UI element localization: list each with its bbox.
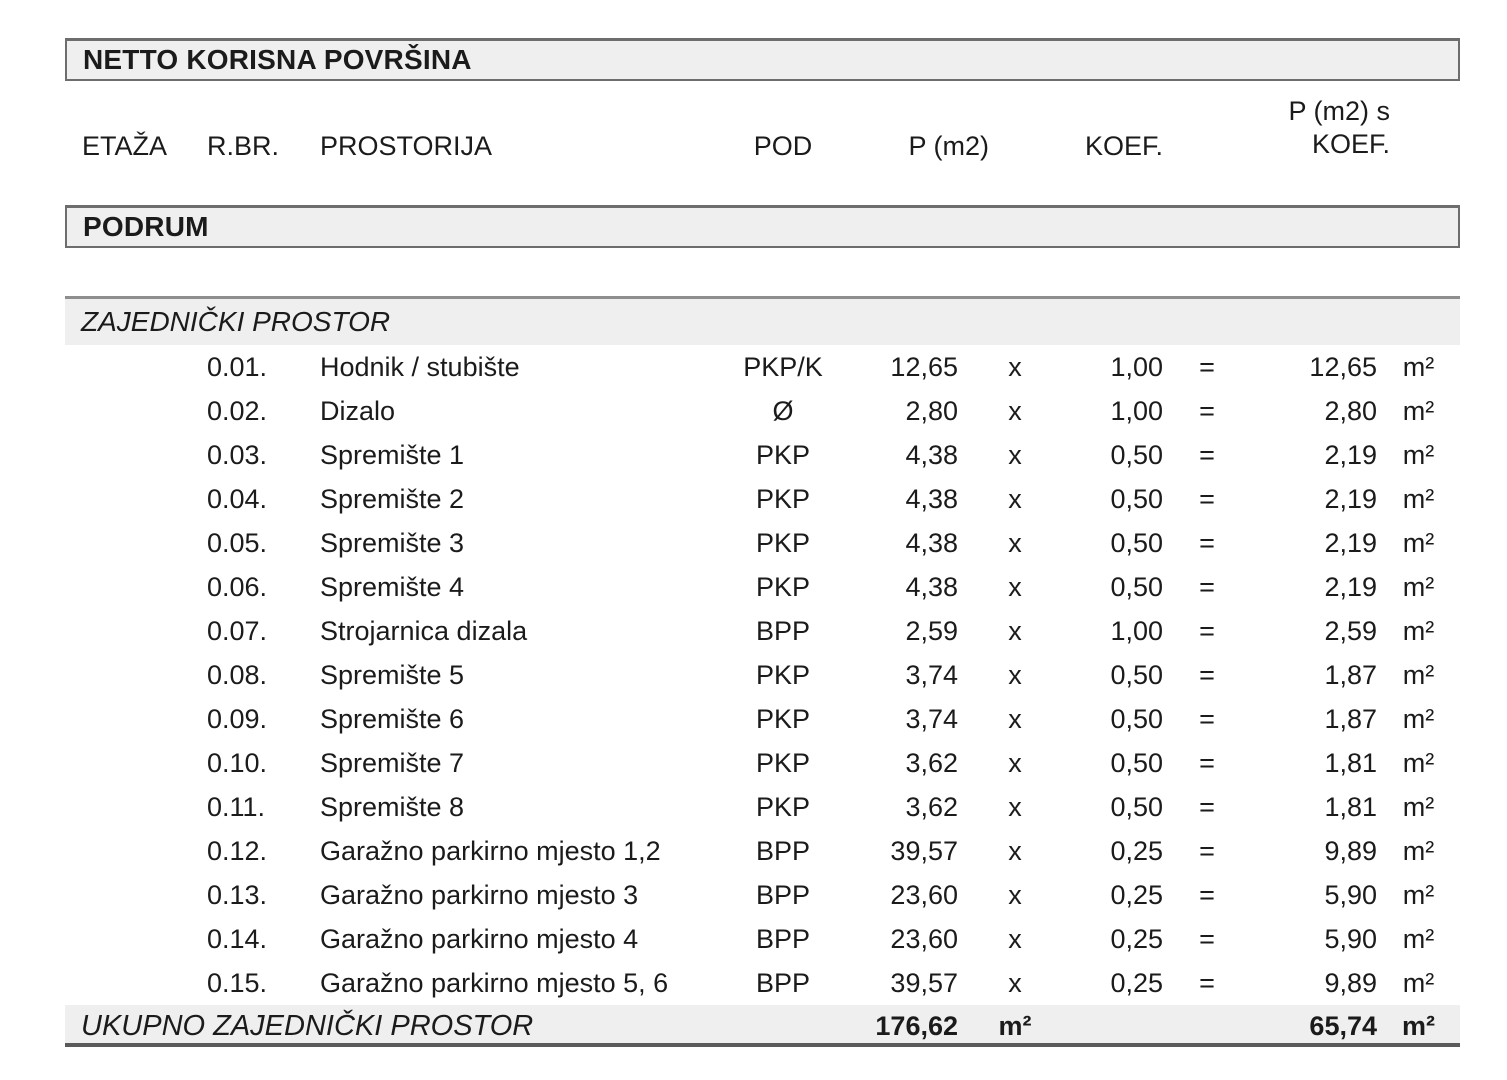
cell-etaza xyxy=(65,521,207,565)
cell-area: 4,38 xyxy=(905,484,958,514)
cell-area-with-coefficient: 1,81 xyxy=(1324,748,1377,778)
cell-coefficient: 0,25 xyxy=(1110,880,1163,910)
cell-coefficient: 1,00 xyxy=(1110,396,1163,426)
total-label: UKUPNO ZAJEDNIČKI PROSTOR xyxy=(81,1010,534,1042)
equals-sign: = xyxy=(1199,660,1215,690)
equals-sign: = xyxy=(1199,396,1215,426)
table-row xyxy=(65,433,1460,477)
column-header-row xyxy=(65,131,1460,161)
multiply-sign: x xyxy=(1008,440,1022,470)
column-header-koef: KOEF. xyxy=(1084,131,1163,161)
cell-unit: m² xyxy=(1402,792,1435,822)
equals-sign: = xyxy=(1199,836,1215,866)
cell-unit: m² xyxy=(1402,616,1435,646)
cell-etaza xyxy=(65,697,207,741)
cell-area-with-coefficient: 2,59 xyxy=(1324,616,1377,646)
table-row xyxy=(65,917,1460,961)
cell-row-number: 0.13. xyxy=(207,880,268,910)
cell-coefficient: 0,25 xyxy=(1110,968,1163,998)
cell-row-number: 0.04. xyxy=(207,484,268,514)
cell-unit: m² xyxy=(1402,704,1435,734)
cell-area: 39,57 xyxy=(890,836,958,866)
cell-unit: m² xyxy=(1402,880,1435,910)
table-row xyxy=(65,521,1460,565)
column-header-etaza: ETAŽA xyxy=(82,131,168,161)
equals-sign: = xyxy=(1199,748,1215,778)
table-row xyxy=(65,565,1460,609)
cell-etaza xyxy=(65,477,207,521)
cell-area-with-coefficient: 1,87 xyxy=(1324,704,1377,734)
cell-area-with-coefficient: 5,90 xyxy=(1324,880,1377,910)
cell-row-number: 0.14. xyxy=(207,924,268,954)
equals-sign: = xyxy=(1199,792,1215,822)
cell-row-number: 0.11. xyxy=(207,792,266,822)
cell-unit: m² xyxy=(1402,924,1435,954)
column-header-p-with-koef-line2: KOEF. xyxy=(1311,129,1390,159)
multiply-sign: x xyxy=(1008,968,1022,998)
cell-coefficient: 0,50 xyxy=(1110,660,1163,690)
cell-row-number: 0.07. xyxy=(207,616,268,646)
equals-sign: = xyxy=(1199,616,1215,646)
cell-room-name: Hodnik / stubište xyxy=(320,352,520,382)
equals-sign: = xyxy=(1199,880,1215,910)
cell-area-with-coefficient: 2,19 xyxy=(1324,572,1377,602)
cell-etaza xyxy=(65,389,207,433)
cell-area-with-coefficient: 2,19 xyxy=(1324,484,1377,514)
column-header-p-with-koef-line1: P (m2) s xyxy=(1288,96,1390,126)
document-title: NETTO KORISNA POVRŠINA xyxy=(83,44,472,75)
cell-area: 2,80 xyxy=(905,396,958,426)
cell-coefficient: 0,50 xyxy=(1110,792,1163,822)
equals-sign: = xyxy=(1199,924,1215,954)
subsection-header-zajednicki-prostor: ZAJEDNIČKI PROSTOR xyxy=(81,306,391,337)
multiply-sign: x xyxy=(1008,528,1022,558)
table-row xyxy=(65,697,1460,741)
table-row xyxy=(65,477,1460,521)
multiply-sign: x xyxy=(1008,880,1022,910)
cell-row-number: 0.05. xyxy=(207,528,268,558)
table-row xyxy=(65,961,1460,1005)
cell-pod-code: Ø xyxy=(772,396,794,426)
total-area: 176,62 xyxy=(875,1011,958,1041)
cell-area: 3,74 xyxy=(905,704,958,734)
multiply-sign: x xyxy=(1008,352,1022,382)
multiply-sign: x xyxy=(1008,924,1022,954)
cell-coefficient: 0,50 xyxy=(1110,484,1163,514)
cell-area-with-coefficient: 9,89 xyxy=(1324,836,1377,866)
cell-etaza xyxy=(65,829,207,873)
cell-area: 23,60 xyxy=(890,924,958,954)
multiply-sign: x xyxy=(1008,660,1022,690)
cell-pod-code: PKP xyxy=(755,484,811,514)
cell-etaza xyxy=(65,565,207,609)
cell-coefficient: 0,50 xyxy=(1110,528,1163,558)
cell-coefficient: 0,50 xyxy=(1110,572,1163,602)
cell-pod-code: PKP xyxy=(755,704,811,734)
table-row xyxy=(65,653,1460,697)
cell-area-with-coefficient: 2,80 xyxy=(1324,396,1377,426)
cell-area-with-coefficient: 2,19 xyxy=(1324,440,1377,470)
cell-room-name: Spremište 8 xyxy=(320,792,465,822)
cell-room-name: Spremište 3 xyxy=(320,528,465,558)
cell-area-with-coefficient: 5,90 xyxy=(1324,924,1377,954)
total-area-unit: m² xyxy=(998,1011,1032,1041)
multiply-sign: x xyxy=(1008,836,1022,866)
cell-row-number: 0.06. xyxy=(207,572,268,602)
equals-sign: = xyxy=(1199,528,1215,558)
cell-area-with-coefficient: 9,89 xyxy=(1324,968,1377,998)
cell-area-with-coefficient: 1,87 xyxy=(1324,660,1377,690)
cell-unit: m² xyxy=(1402,352,1435,382)
multiply-sign: x xyxy=(1008,484,1022,514)
subsection-header-zajednicki-prostor-band xyxy=(65,296,1460,345)
cell-pod-code: PKP xyxy=(755,440,811,470)
cell-etaza xyxy=(65,653,207,697)
cell-etaza xyxy=(65,785,207,829)
cell-unit: m² xyxy=(1402,484,1435,514)
cell-etaza xyxy=(65,741,207,785)
cell-area: 39,57 xyxy=(890,968,958,998)
multiply-sign: x xyxy=(1008,792,1022,822)
multiply-sign: x xyxy=(1008,748,1022,778)
multiply-sign: x xyxy=(1008,396,1022,426)
cell-unit: m² xyxy=(1402,660,1435,690)
cell-coefficient: 0,25 xyxy=(1110,836,1163,866)
cell-area: 3,62 xyxy=(905,748,958,778)
equals-sign: = xyxy=(1199,440,1215,470)
total-row-band xyxy=(65,1005,1460,1047)
cell-room-name: Spremište 2 xyxy=(320,484,465,514)
equals-sign: = xyxy=(1199,352,1215,382)
cell-pod-code: PKP/K xyxy=(743,352,823,382)
cell-etaza xyxy=(65,917,207,961)
section-header-podrum-box xyxy=(65,205,1460,248)
cell-etaza xyxy=(65,873,207,917)
cell-coefficient: 0,50 xyxy=(1110,704,1163,734)
equals-sign: = xyxy=(1199,484,1215,514)
column-header-p-m2: P (m2) xyxy=(908,131,989,161)
cell-coefficient: 1,00 xyxy=(1110,616,1163,646)
equals-sign: = xyxy=(1199,704,1215,734)
column-header-rbr: R.BR. xyxy=(207,131,280,161)
cell-etaza xyxy=(65,433,207,477)
cell-row-number: 0.12. xyxy=(207,836,268,866)
section-header-podrum: PODRUM xyxy=(83,211,209,242)
cell-row-number: 0.03. xyxy=(207,440,268,470)
cell-row-number: 0.15. xyxy=(207,968,268,998)
cell-row-number: 0.02. xyxy=(207,396,268,426)
column-header-pod: POD xyxy=(753,131,813,161)
cell-pod-code: BPP xyxy=(755,924,811,954)
cell-room-name: Spremište 7 xyxy=(320,748,465,778)
cell-etaza xyxy=(65,609,207,653)
cell-room-name: Spremište 6 xyxy=(320,704,465,734)
cell-pod-code: BPP xyxy=(755,968,811,998)
cell-coefficient: 1,00 xyxy=(1110,352,1163,382)
cell-area-with-coefficient: 12,65 xyxy=(1309,352,1377,382)
cell-area: 23,60 xyxy=(890,880,958,910)
multiply-sign: x xyxy=(1008,616,1022,646)
cell-room-name: Garažno parkirno mjesto 4 xyxy=(320,924,639,954)
table-row xyxy=(65,873,1460,917)
cell-area-with-coefficient: 2,19 xyxy=(1324,528,1377,558)
cell-room-name: Spremište 5 xyxy=(320,660,465,690)
cell-unit: m² xyxy=(1402,440,1435,470)
cell-pod-code: BPP xyxy=(755,836,811,866)
table-row xyxy=(65,609,1460,653)
column-header-spacer-pk xyxy=(1251,131,1377,161)
cell-area: 4,38 xyxy=(905,440,958,470)
cell-pod-code: PKP xyxy=(755,528,811,558)
table-row xyxy=(65,389,1460,433)
cell-unit: m² xyxy=(1402,528,1435,558)
cell-area: 3,62 xyxy=(905,792,958,822)
equals-sign: = xyxy=(1199,968,1215,998)
cell-room-name: Spremište 1 xyxy=(320,440,465,470)
cell-room-name: Spremište 4 xyxy=(320,572,465,602)
total-area-with-coefficient-unit: m² xyxy=(1402,1011,1435,1041)
cell-unit: m² xyxy=(1402,836,1435,866)
cell-row-number: 0.09. xyxy=(207,704,268,734)
total-spacer-koef xyxy=(1072,1005,1163,1047)
cell-room-name: Garažno parkirno mjesto 5, 6 xyxy=(320,968,669,998)
cell-row-number: 0.08. xyxy=(207,660,268,690)
cell-pod-code: PKP xyxy=(755,572,811,602)
cell-unit: m² xyxy=(1402,748,1435,778)
cell-room-name: Garažno parkirno mjesto 1,2 xyxy=(320,836,661,866)
table-row xyxy=(65,741,1460,785)
cell-room-name: Dizalo xyxy=(320,396,396,426)
column-header-spacer-eq xyxy=(1163,131,1251,161)
cell-unit: m² xyxy=(1402,396,1435,426)
cell-unit: m² xyxy=(1402,968,1435,998)
cell-room-name: Strojarnica dizala xyxy=(320,616,528,646)
cell-pod-code: BPP xyxy=(755,616,811,646)
cell-area: 2,59 xyxy=(905,616,958,646)
cell-row-number: 0.01. xyxy=(207,352,268,382)
cell-etaza xyxy=(65,961,207,1005)
cell-coefficient: 0,50 xyxy=(1110,440,1163,470)
cell-room-name: Garažno parkirno mjesto 3 xyxy=(320,880,639,910)
cell-pod-code: PKP xyxy=(755,792,811,822)
cell-coefficient: 0,50 xyxy=(1110,748,1163,778)
multiply-sign: x xyxy=(1008,704,1022,734)
table-row xyxy=(65,829,1460,873)
cell-area: 4,38 xyxy=(905,528,958,558)
cell-etaza xyxy=(65,345,207,389)
multiply-sign: x xyxy=(1008,572,1022,602)
cell-pod-code: BPP xyxy=(755,880,811,910)
cell-area: 4,38 xyxy=(905,572,958,602)
total-area-with-coefficient: 65,74 xyxy=(1309,1011,1377,1041)
cell-coefficient: 0,25 xyxy=(1110,924,1163,954)
equals-sign: = xyxy=(1199,572,1215,602)
cell-area: 3,74 xyxy=(905,660,958,690)
cell-pod-code: PKP xyxy=(755,748,811,778)
table-row xyxy=(65,785,1460,829)
table-rows xyxy=(65,345,1460,1005)
document-title-box xyxy=(65,38,1460,81)
total-spacer-eq xyxy=(1163,1005,1251,1047)
cell-area: 12,65 xyxy=(890,352,958,382)
cell-unit: m² xyxy=(1402,572,1435,602)
cell-area-with-coefficient: 1,81 xyxy=(1324,792,1377,822)
column-header-spacer-m2 xyxy=(1377,131,1460,161)
column-header-prostorija: PROSTORIJA xyxy=(320,131,493,161)
cell-row-number: 0.10. xyxy=(207,748,268,778)
cell-pod-code: PKP xyxy=(755,660,811,690)
table-row xyxy=(65,345,1460,389)
